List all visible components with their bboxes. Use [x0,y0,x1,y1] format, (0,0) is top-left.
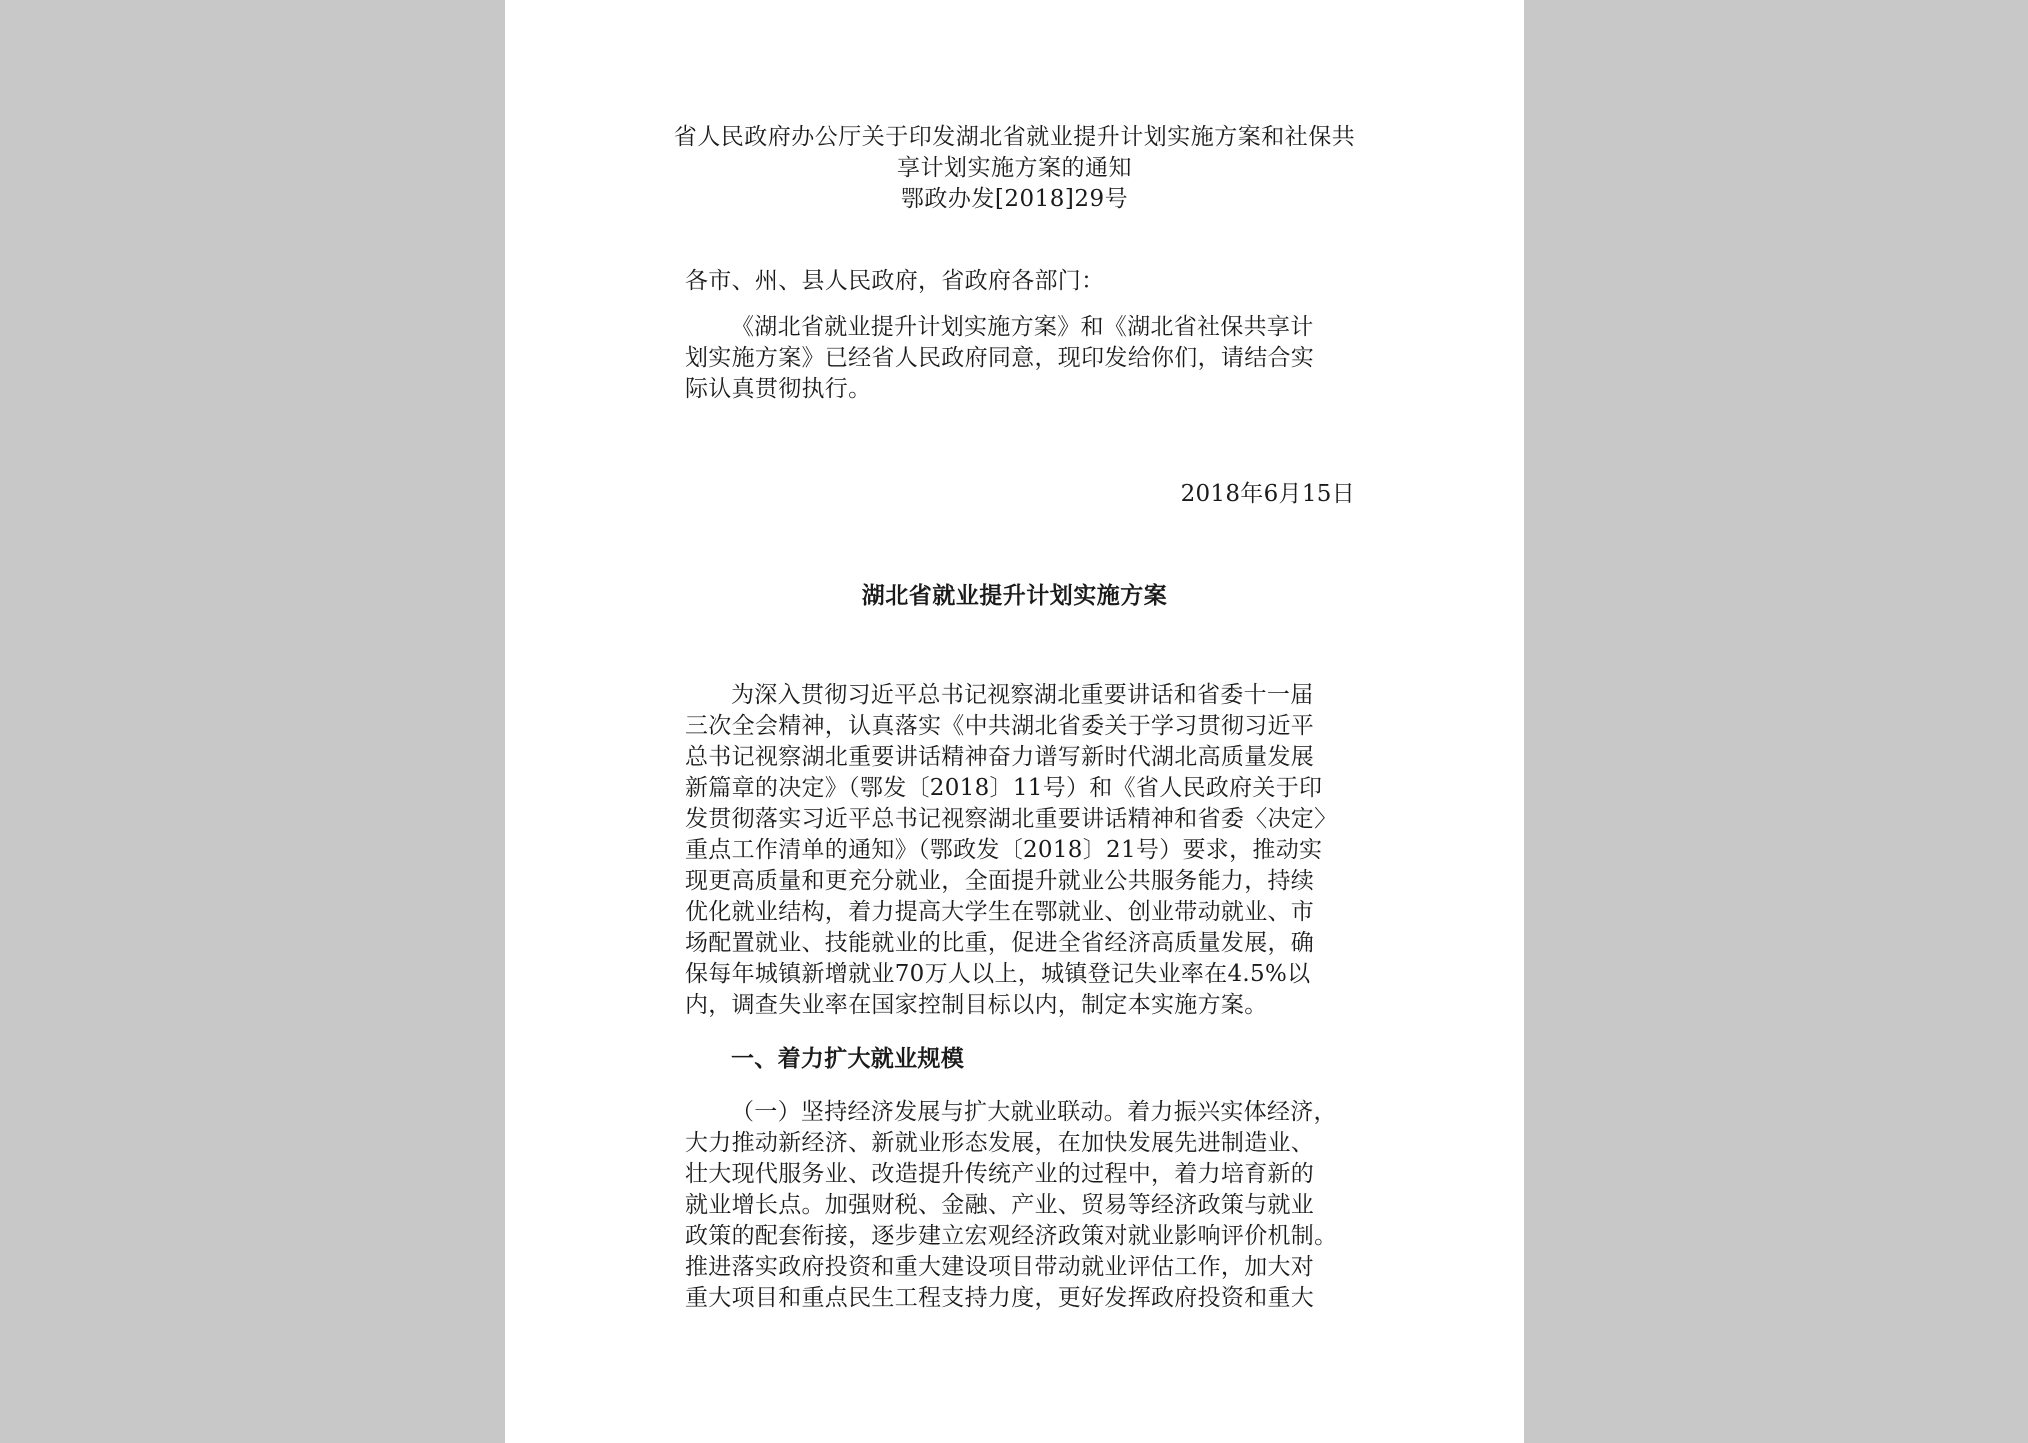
section-1-line: 壮大现代服务业、改造提升传统产业的过程中，着力培育新的 [685,1161,1315,1187]
plan-intro-line: 总书记视察湖北重要讲话精神奋力谱写新时代湖北高质量发展 [685,744,1315,770]
section-1-body [685,1097,1355,1314]
section-1-line: 大力推动新经济、新就业形态发展，在加快发展先进制造业、 [685,1130,1315,1156]
notice-title-line-2: 享计划实施方案的通知 [897,155,1132,181]
plan-intro-line: 现更高质量和更充分就业，全面提升就业公共服务能力，持续 [685,868,1315,894]
plan-intro-line: 重点工作清单的通知》（鄂政发〔2018〕21号）要求，推动实 [685,837,1323,863]
plan-intro-line: 为深入贯彻习近平总书记视察湖北重要讲话和省委十一届 [731,682,1314,708]
section-heading: 一、着力扩大就业规模 [731,1045,964,1072]
document-page [505,0,1524,1443]
notice-addressee: 各市、州、县人民政府，省政府各部门： [685,268,1105,294]
notice-body [685,312,1355,405]
plan-intro-line: 三次全会精神，认真落实《中共湖北省委关于学习贯彻习近平 [685,713,1315,739]
section-1-line: 就业增长点。加强财税、金融、产业、贸易等经济政策与就业 [685,1192,1315,1218]
notice-body-line: 际认真贯彻执行。 [685,376,872,402]
notice-title-line-1: 省人民政府办公厅关于印发湖北省就业提升计划实施方案和社保共 [673,124,1356,150]
notice-doc-number: 鄂政办发[2018]29号 [900,186,1129,212]
plan-intro-line: 内，调查失业率在国家控制目标以内，制定本实施方案。 [685,992,1268,1018]
plan-intro-line: 保每年城镇新增就业70万人以上，城镇登记失业率在4.5%以 [685,961,1311,987]
section-1-line: 政策的配套衔接，逐步建立宏观经济政策对就业影响评价机制。 [685,1223,1338,1249]
plan-intro-line: 场配置就业、技能就业的比重，促进全省经济高质量发展，确 [685,930,1315,956]
section-1-line: （一）坚持经济发展与扩大就业联动。着力振兴实体经济， [731,1099,1337,1125]
notice-date: 2018年6月15日 [1180,481,1355,507]
plan-intro-line: 发贯彻落实习近平总书记视察湖北重要讲话精神和省委〈决定〉 [685,806,1338,832]
notice-body-line: 《湖北省就业提升计划实施方案》和《湖北省社保共享计 [731,314,1314,340]
section-1-line: 重大项目和重点民生工程支持力度，更好发挥政府投资和重大 [685,1285,1315,1311]
section-1-line: 推进落实政府投资和重大建设项目带动就业评估工作，加大对 [685,1254,1315,1280]
plan-intro-line: 优化就业结构，着力提高大学生在鄂就业、创业带动就业、市 [685,899,1315,925]
plan-intro [685,680,1355,1021]
notice-body-line: 划实施方案》已经省人民政府同意，现印发给你们，请结合实 [685,345,1315,371]
plan-title: 湖北省就业提升计划实施方案 [861,582,1168,609]
plan-intro-line: 新篇章的决定》（鄂发〔2018〕11号）和《省人民政府关于印 [685,775,1323,801]
